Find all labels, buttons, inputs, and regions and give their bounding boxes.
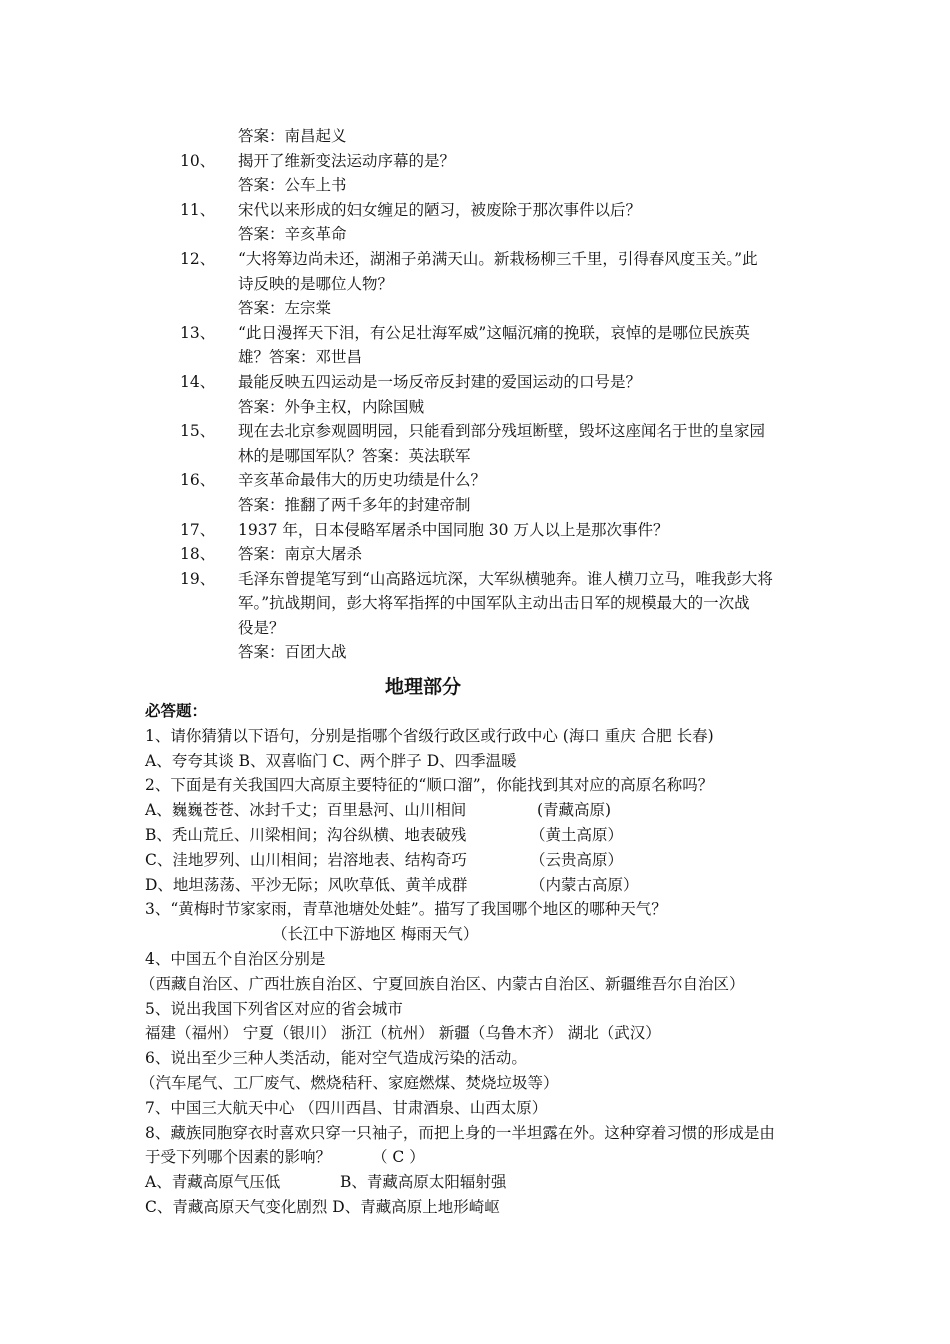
question-number: 13、 — [180, 323, 216, 342]
geo-line — [0, 798, 950, 823]
qa-line — [0, 198, 950, 223]
qa-text: 宋代以来形成的妇女缠足的陋习，被废除于那次事件以后？ — [238, 200, 642, 219]
geo-line — [0, 1170, 950, 1195]
qa-line — [0, 616, 950, 641]
geo-line — [0, 997, 950, 1022]
qa-text: “此日漫挥天下泪，有公足壮海军威”这幅沉痛的挽联，哀悼的是哪位民族英 — [238, 323, 750, 342]
geo-answer: 福建（福州） 宁夏（银川） 浙江（杭州） 新疆（乌鲁木齐） 湖北（武汉） — [145, 1024, 661, 1043]
geo-answer: （云贵高原） — [530, 850, 624, 869]
qa-text: 答案：推翻了两千多年的封建帝制 — [238, 495, 471, 514]
geo-text: B、秃山荒丘、川梁相间；沟谷纵横、地表破残 — [145, 825, 467, 844]
geo-line — [0, 922, 950, 947]
geo-answer: （ C ） — [372, 1148, 425, 1167]
geo-line — [0, 1021, 950, 1046]
qa-text: 军。”抗战期间，彭大将军指挥的中国军队主动出击日军的规模最大的一次战 — [238, 594, 750, 613]
geo-line — [0, 724, 950, 749]
required-label-line — [0, 699, 950, 724]
qa-text: 揭开了维新变法运动序幕的是？ — [238, 151, 456, 170]
qa-line — [0, 542, 950, 567]
qa-line — [0, 149, 950, 174]
geo-text: 于受下列哪个因素的影响？ — [145, 1148, 332, 1167]
geo-line — [0, 947, 950, 972]
geo-line — [0, 1071, 950, 1096]
geo-answer: (青藏高原) — [537, 801, 612, 820]
question-number: 17、 — [180, 520, 216, 539]
qa-line — [0, 124, 950, 149]
geo-line — [0, 1145, 950, 1170]
question-number: 11、 — [180, 200, 216, 219]
geo-line — [0, 773, 950, 798]
geo-line — [0, 749, 950, 774]
qa-line — [0, 395, 950, 420]
qa-text: 答案：百团大战 — [238, 643, 347, 662]
geo-line — [0, 1121, 950, 1146]
geo-text: 1、请你猜猜以下语句，分别是指哪个省级行政区或行政中心 (海口 重庆 合肥 长春) — [145, 726, 714, 745]
qa-line — [0, 222, 950, 247]
qa-line — [0, 493, 950, 518]
qa-line — [0, 591, 950, 616]
geo-line — [0, 1046, 950, 1071]
qa-line — [0, 370, 950, 395]
qa-line — [0, 518, 950, 543]
question-number: 12、 — [180, 249, 216, 268]
geo-text: 7、中国三大航天中心 （四川西昌、甘肃酒泉、山西太原） — [145, 1098, 548, 1117]
geo-text: A、巍巍苍苍、冰封千丈；百里悬河、山川相间 — [145, 801, 467, 820]
question-number: 16、 — [180, 471, 216, 490]
required-label: 必答题： — [145, 701, 208, 720]
section-title: 地理部分 — [384, 676, 461, 698]
qa-line — [0, 567, 950, 592]
qa-text: 答案：南京大屠杀 — [238, 545, 363, 564]
geo-line — [0, 848, 950, 873]
qa-line — [0, 444, 950, 469]
geo-line — [0, 1096, 950, 1121]
geo-text: C、洼地罗列、山川相间；岩溶地表、结构奇巧 — [145, 850, 467, 869]
qa-line — [0, 272, 950, 297]
geo-option: A、青藏高原气压低 — [145, 1173, 281, 1192]
question-number: 10、 — [180, 151, 216, 170]
qa-line — [0, 640, 950, 665]
qa-text: 辛亥革命最伟大的历史功绩是什么？ — [238, 471, 487, 490]
geography-section — [0, 699, 950, 1220]
qa-line — [0, 173, 950, 198]
question-number: 15、 — [180, 422, 216, 441]
geo-text: 6、说出至少三种人类活动，能对空气造成污染的活动。 — [145, 1049, 527, 1068]
qa-text: 诗反映的是哪位人物？ — [238, 274, 394, 293]
qa-text: 最能反映五四运动是一场反帝反封建的爱国运动的口号是？ — [238, 372, 642, 391]
geo-answer: （内蒙古高原） — [530, 875, 639, 894]
qa-text: “大将筹边尚未还，湖湘子弟满天山。新栽杨柳三千里，引得春风度玉关。”此 — [238, 249, 758, 268]
geo-line — [0, 972, 950, 997]
geo-text: 8、藏族同胞穿衣时喜欢只穿一只袖子，而把上身的一半坦露在外。这种穿着习惯的形成是由 — [145, 1123, 775, 1142]
question-number: 19、 — [180, 569, 216, 588]
qa-text: 答案：辛亥革命 — [238, 225, 347, 244]
qa-text: 毛泽东曾提笔写到“山高路远坑深，大军纵横驰奔。谁人横刀立马，唯我彭大将 — [238, 569, 773, 588]
geo-line — [0, 1195, 950, 1220]
question-number: 18、 — [180, 545, 216, 564]
qa-line — [0, 345, 950, 370]
geo-answer: （长江中下游地区 梅雨天气） — [272, 925, 479, 944]
qa-line — [0, 321, 950, 346]
geo-text: 2、下面是有关我国四大高原主要特征的“顺口溜”，你能找到其对应的高原名称吗？ — [145, 776, 714, 795]
geo-text: D、地坦荡荡、平沙无际；风吹草低、黄羊成群 — [145, 875, 468, 894]
geo-answer: （西藏自治区、广西壮族自治区、宁夏回族自治区、内蒙古自治区、新疆维吾尔自治区） — [140, 974, 745, 993]
qa-line — [0, 419, 950, 444]
geo-text: 3、“黄梅时节家家雨，青草池塘处处蛙”。描写了我国哪个地区的哪种天气？ — [145, 900, 667, 919]
qa-text: 答案：左宗棠 — [238, 299, 332, 318]
geo-text: 5、说出我国下列省区对应的省会城市 — [145, 999, 403, 1018]
geo-answer: （汽车尾气、工厂废气、燃烧秸秆、家庭燃煤、焚烧垃圾等） — [140, 1073, 559, 1092]
qa-line — [0, 296, 950, 321]
geo-line — [0, 897, 950, 922]
qa-text: 答案：南昌起义 — [238, 127, 347, 145]
qa-line — [0, 468, 950, 493]
question-number: 14、 — [180, 372, 216, 391]
history-section — [0, 124, 950, 665]
geo-line — [0, 873, 950, 898]
geo-text: A、夸夸其谈 B、双喜临门 C、两个胖子 D、四季温暖 — [145, 751, 517, 770]
qa-text: 现在去北京参观圆明园，只能看到部分残垣断壁，毁坏这座闻名于世的皇家园 — [238, 422, 766, 441]
geo-option: C、青藏高原天气变化剧烈 D、青藏高原上地形崎岖 — [145, 1197, 500, 1216]
geo-text: 4、中国五个自治区分别是 — [145, 949, 326, 968]
qa-text: 答案：公车上书 — [238, 176, 347, 195]
geo-option: B、青藏高原太阳辐射强 — [340, 1173, 507, 1192]
qa-text: 役是？ — [238, 618, 285, 637]
qa-line — [0, 247, 950, 272]
qa-text: 答案：外争主权，内除国贼 — [238, 397, 425, 416]
qa-text: 林的是哪国军队？答案：英法联军 — [238, 446, 471, 465]
geo-answer: （黄土高原） — [530, 825, 624, 844]
qa-text: 雄？答案：邓世昌 — [238, 348, 363, 367]
geo-line — [0, 823, 950, 848]
qa-text: 1937 年，日本侵略军屠杀中国同胞 30 万人以上是那次事件？ — [238, 520, 669, 539]
